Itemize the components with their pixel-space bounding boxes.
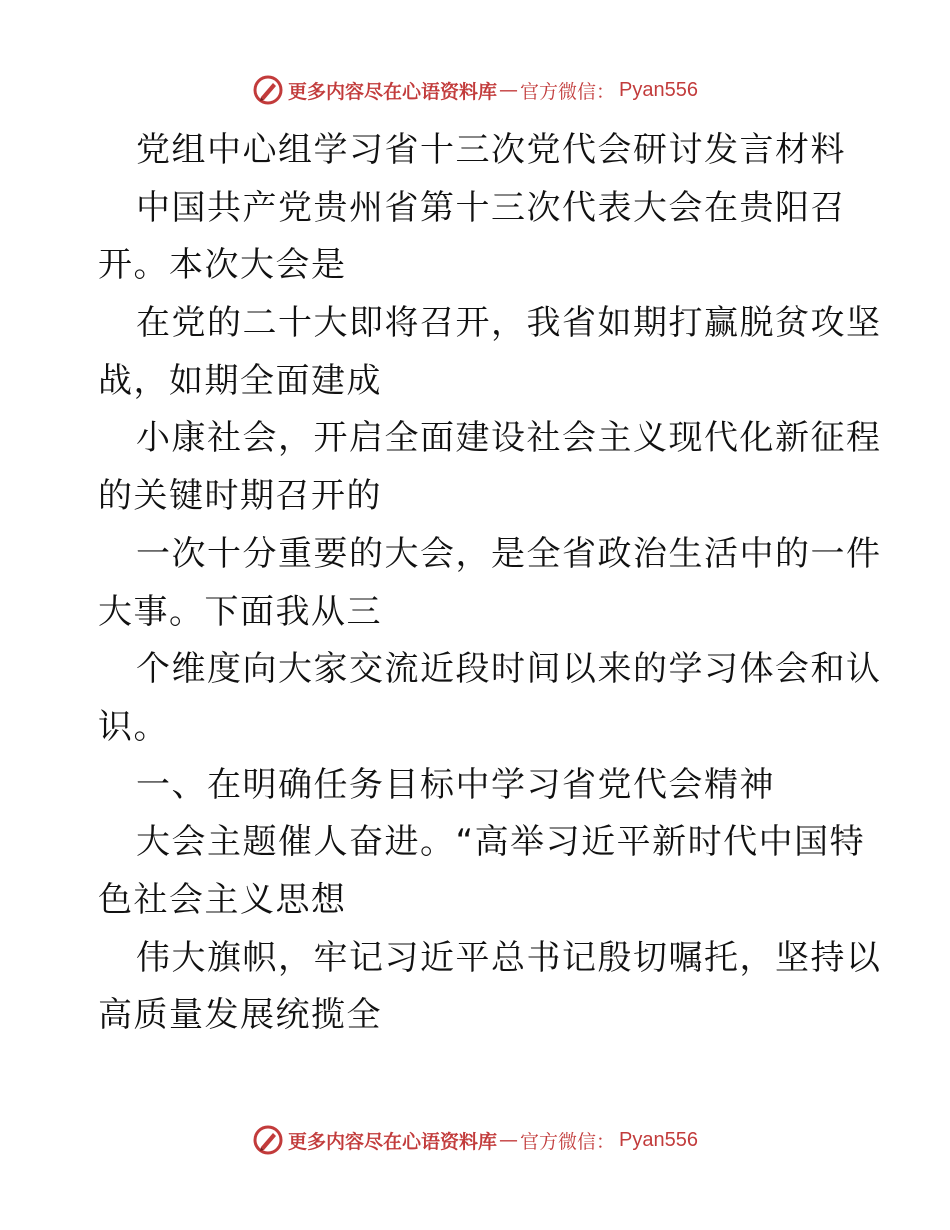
watermark-wechat-id: Pyan556 xyxy=(619,78,698,101)
header-watermark xyxy=(0,70,950,110)
text-line: 一次十分重要的大会，是全省政治生活中的一件 xyxy=(136,533,882,574)
text-line: 小康社会，开启全面建设社会主义现代化新征程 xyxy=(136,418,882,459)
text-line: 开。本次大会是 xyxy=(98,245,347,286)
pen-logo-icon xyxy=(252,74,284,106)
text-line: 的关键时期召开的 xyxy=(98,476,382,517)
watermark-site-text: 更多内容尽在心语资料库 xyxy=(288,80,498,103)
text-line: 大会主题催人奋进。“高举习近平新时代中国特 xyxy=(136,822,866,863)
text-line: 识。 xyxy=(98,706,169,747)
watermark-dash: — xyxy=(499,1129,519,1151)
document-body xyxy=(98,122,882,1045)
section-heading: 一、在明确任务目标中学习省党代会精神 xyxy=(136,764,775,805)
watermark-site-text: 更多内容尽在心语资料库 xyxy=(288,1130,498,1153)
text-line: 中国共产党贵州省第十三次代表大会在贵阳召 xyxy=(136,187,846,228)
text-line: 高质量发展统揽全 xyxy=(98,995,382,1036)
footer-watermark xyxy=(0,1120,950,1160)
pen-logo-icon xyxy=(252,1124,284,1156)
watermark-dash: — xyxy=(499,79,519,101)
text-line: 大事。下面我从三 xyxy=(98,591,382,632)
watermark-label: 官方微信： xyxy=(520,1130,616,1153)
watermark-wechat-id: Pyan556 xyxy=(619,1128,698,1151)
watermark-label: 官方微信： xyxy=(520,80,616,103)
text-line: 在党的二十大即将召开，我省如期打赢脱贫攻坚 xyxy=(136,303,882,344)
text-line: 个维度向大家交流近段时间以来的学习体会和认 xyxy=(136,649,882,690)
text-line: 伟大旗帜，牢记习近平总书记殷切嘱托，坚持以 xyxy=(136,937,882,978)
document-title: 党组中心组学习省十三次党代会研讨发言材料 xyxy=(136,130,846,170)
text-line: 战，如期全面建成 xyxy=(98,360,382,401)
text-line: 色社会主义思想 xyxy=(98,879,347,920)
